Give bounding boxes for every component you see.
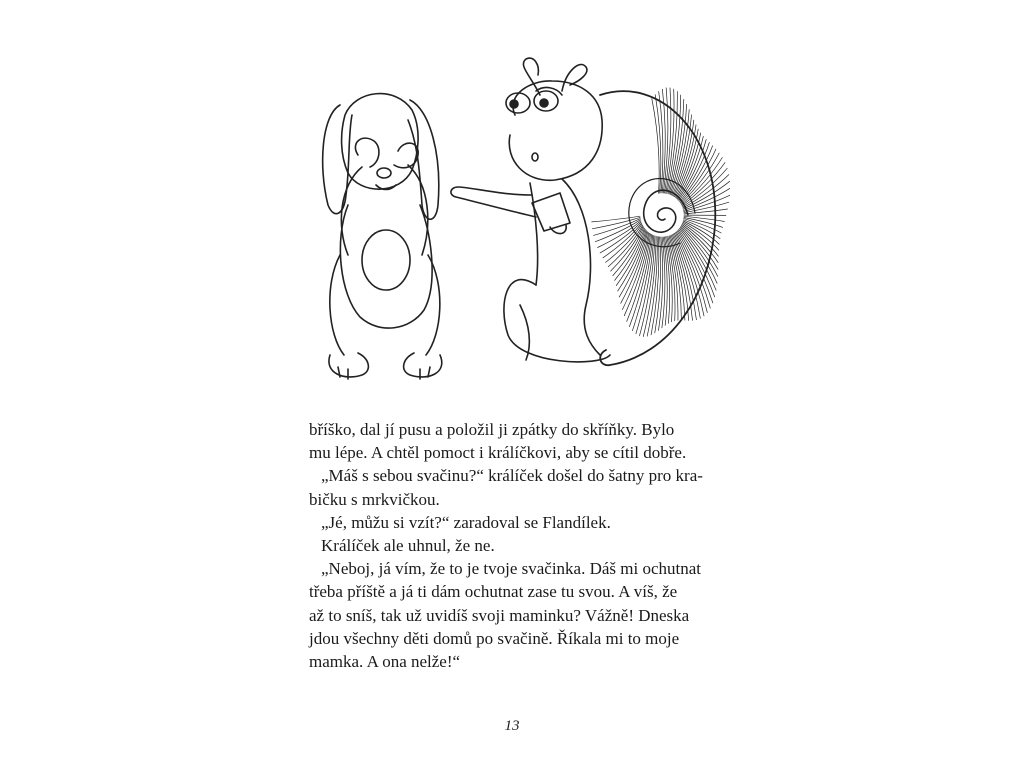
snail-shell — [592, 88, 730, 365]
story-text — [309, 418, 729, 673]
text-line: mu lépe. A chtěl pomoct i králíčkovi, aby se cítil dobře. — [309, 443, 687, 463]
text-line: až to sníš, tak už uvidíš svoji maminku? Vážně! Dneska — [309, 605, 690, 625]
text-line: bříško, dal jí pusu a položil ji zpátky do skříňky. Bylo — [309, 420, 675, 439]
shell-stripe — [592, 216, 640, 222]
bunny-figure — [323, 94, 442, 379]
text-line: „Máš s sebou svačinu?“ králíček došel do šatny pro kra- — [321, 466, 703, 486]
text-line: Králíček ale uhnul, že ne. — [321, 536, 495, 556]
text-line: „Jé, můžu si vzít?“ zaradoval se Flandílek. — [321, 512, 611, 532]
snail-figure — [451, 58, 730, 365]
shell-stripe — [683, 181, 730, 209]
shell-stripe — [598, 221, 641, 248]
shell-stripe — [682, 158, 723, 205]
text-line: jdou všechny děti domů po svačině. Říkala mi to moje — [309, 628, 680, 648]
page-number: 13 — [504, 718, 520, 734]
text-line: bičku s mrkvičkou. — [309, 489, 440, 509]
text-line: třeba příště a já ti dám ochutnat zase tu svou. A víš, že — [309, 582, 678, 602]
text-line: mamka. A ona nelže!“ — [309, 652, 461, 672]
shell-stripe — [683, 168, 728, 207]
bunny-and-snail-illustration — [300, 55, 730, 390]
text-line: „Neboj, já vím, že to je tvoje svačinka. Dáš mi ochutnat — [321, 559, 702, 579]
